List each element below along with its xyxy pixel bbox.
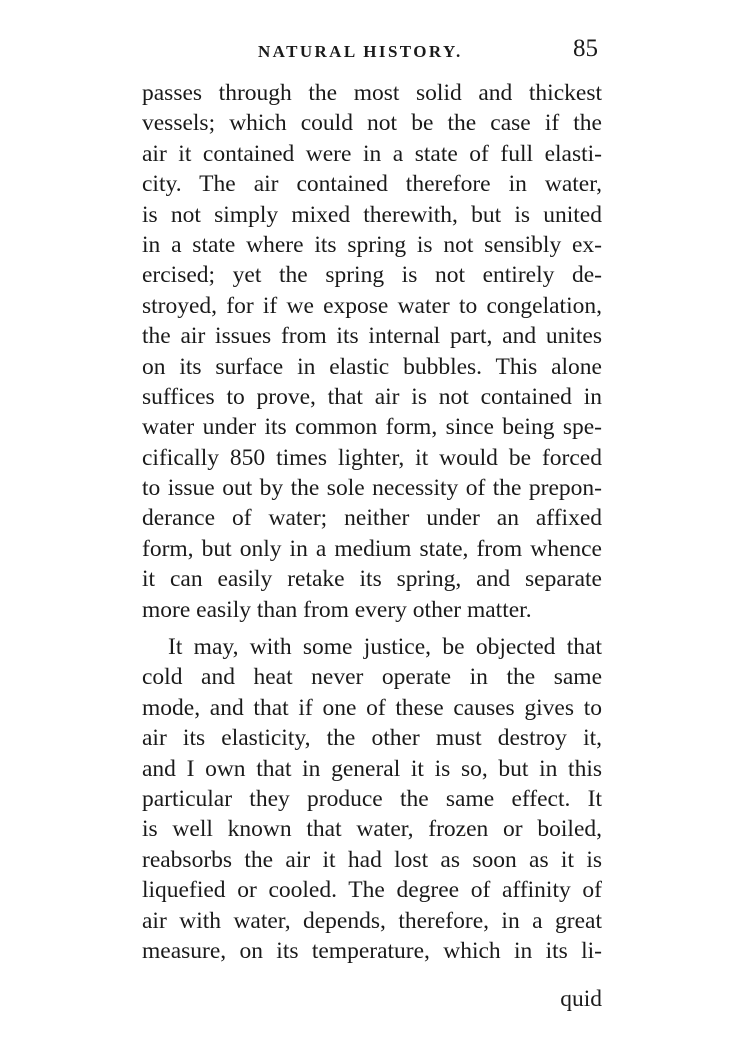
text-line: particular they produce the same effect. It [142, 785, 602, 812]
text-line: is well known that water, frozen or boiled, [142, 816, 602, 843]
text-line: suffices to prove, that air is not contained in [142, 383, 602, 410]
text-line: to issue out by the sole necessity of the prepon- [142, 475, 602, 502]
text-line: cifically 850 times lighter, it would be forced [142, 444, 602, 471]
text-line: form, but only in a medium state, from whence [142, 535, 602, 562]
text-line: city. The air contained therefore in water, [142, 171, 602, 198]
text-line: it can easily retake its spring, and separate [142, 566, 602, 593]
text-line: stroyed, for if we expose water to congelation, [142, 292, 602, 319]
text-line: derance of water; neither under an affixed [142, 505, 602, 532]
text-line: the air issues from its internal part, and unites [142, 323, 602, 350]
text-line: vessels; which could not be the case if the [142, 110, 602, 137]
body-text [142, 78, 602, 966]
text-line: more easily than from every other matter. [142, 596, 532, 623]
text-line: ercised; yet the spring is not entirely de- [142, 262, 602, 289]
text-line: It may, with some justice, be objected that [168, 634, 602, 661]
page-number: 85 [573, 35, 598, 62]
running-header [140, 35, 600, 78]
text-line: on its surface in elastic bubbles. This alone [142, 353, 602, 380]
text-line: reabsorbs the air it had lost as soon as it is [142, 846, 602, 873]
text-line: liquefied or cooled. The degree of affinity of [142, 877, 602, 904]
text-line: and I own that in general it is so, but in this [142, 755, 602, 782]
text-line: air it contained were in a state of full elasti- [142, 140, 602, 167]
text-line: mode, and that if one of these causes gives to [142, 694, 602, 721]
text-line: passes through the most solid and thickest [142, 80, 602, 106]
running-title: NATURAL HISTORY. [258, 42, 463, 61]
text-line: air with water, depends, therefore, in a great [142, 907, 602, 934]
catchword: quid [560, 986, 602, 1012]
text-line: measure, on its temperature, which in its li- [142, 937, 602, 964]
text-line: cold and heat never operate in the same [142, 664, 602, 691]
text-line: air its elasticity, the other must destroy it, [142, 725, 602, 752]
text-line: water under its common form, since being spe- [142, 414, 602, 441]
text-line: in a state where its spring is not sensibly ex- [142, 231, 602, 258]
text-line: is not simply mixed therewith, but is united [142, 201, 602, 228]
